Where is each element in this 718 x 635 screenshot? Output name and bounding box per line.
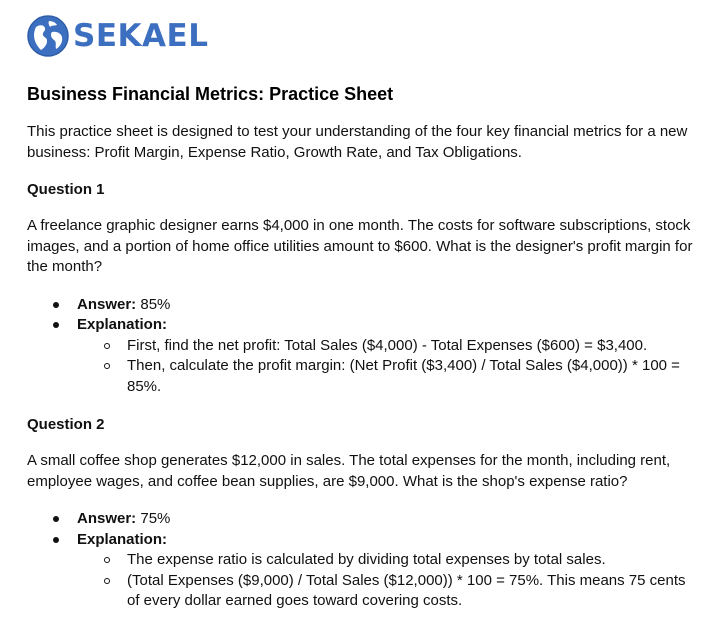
explanation-step: First, find the net profit: Total Sales ($4,000) - Total Expenses ($600) = $3,400.	[77, 336, 695, 357]
answer-value: 85%	[140, 295, 171, 313]
explanation-step: (Total Expenses ($9,000) / Total Sales ($12,000)) * 100 = 75%. This means 75 cents of every dollar earned goes toward covering costs.	[77, 571, 695, 612]
question-2-text: A small coffee shop generates $12,000 in sales. The total expenses for the month, including rent, employee wages, and coffee bean supplies, are $9,000. What is the shop's expense ratio?	[27, 452, 671, 490]
explanation-label: Explanation:	[77, 316, 168, 333]
question-2-answer	[27, 509, 695, 530]
intro-paragraph: This practice sheet is designed to test your understanding of the four key financial metrics for a new business: Profit Margin, Expense Ratio, Growth Rate, and Tax Obligations.	[27, 123, 688, 161]
explanation-steps	[77, 550, 695, 612]
explanation-steps	[77, 336, 695, 398]
question-1-answer-list	[27, 295, 695, 398]
question-2-explanation	[27, 530, 695, 612]
question-1-heading: Question 1	[27, 181, 105, 198]
brand-name: SEKAEL	[73, 17, 209, 54]
globe-icon	[27, 15, 69, 57]
question-1-text: A freelance graphic designer earns $4,000 in one month. The costs for software subscriptions, stock images, and a portion of home office utilities amount to $600. What is the designer's profit margin for the month?	[27, 217, 693, 275]
document-page	[27, 14, 695, 612]
answer-value: 75%	[140, 510, 171, 527]
answer-label: Answer:	[77, 510, 137, 527]
question-1-answer	[27, 295, 695, 316]
brand-logo	[27, 14, 695, 58]
question-2-heading: Question 2	[27, 416, 105, 433]
explanation-step: Then, calculate the profit margin: (Net Profit ($3,400) / Total Sales ($4,000)) * 100 = 85%.	[77, 356, 695, 397]
question-2-answer-list	[27, 509, 695, 612]
question-1-explanation	[27, 315, 695, 397]
answer-label: Answer:	[77, 295, 137, 313]
explanation-label: Explanation:	[77, 530, 168, 548]
explanation-step: The expense ratio is calculated by dividing total expenses by total sales.	[77, 550, 695, 571]
document-title: Business Financial Metrics: Practice Sheet	[27, 84, 394, 104]
